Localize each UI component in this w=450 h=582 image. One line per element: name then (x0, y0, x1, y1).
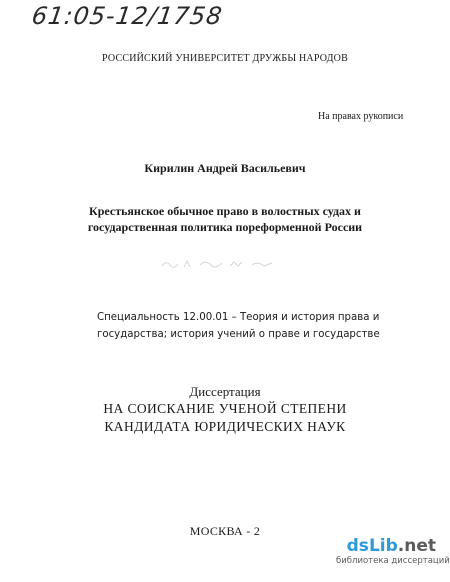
title-line: государственная политика пореформенной России (87, 220, 363, 234)
dslib-tagline: библиотека диссертаций (336, 556, 450, 566)
degree-statement (0, 400, 450, 436)
dslib-watermark[interactable] (336, 536, 450, 566)
logo-part-lib: Lib (368, 536, 398, 556)
logo-part-net: .net (397, 536, 436, 556)
dissertation-label: Диссертация (189, 384, 261, 399)
author-name: Кирилин Андрей Васильевич (144, 161, 306, 175)
title-line: Крестьянское обычное право в волостных судах и (89, 204, 361, 218)
university-name: РОССИЙСКИЙ УНИВЕРСИТЕТ ДРУЖБЫ НАРОДОВ (102, 53, 348, 64)
degree-line: НА СОИСКАНИЕ УЧЕНОЙ СТЕПЕНИ (103, 401, 347, 416)
dissertation-title (0, 203, 450, 235)
dslib-logo (336, 537, 436, 555)
specialty-line: Специальность 12.00.01 – Теория и история права и (97, 312, 380, 323)
archive-stamp: 61:05-12/1758 (30, 2, 225, 30)
manuscript-note: На правах рукописи (318, 111, 404, 122)
city-year: МОСКВА - 2 (189, 524, 261, 538)
faint-signature-mark (160, 257, 278, 271)
specialty-text (97, 309, 380, 343)
degree-line: КАНДИДАТА ЮРИДИЧЕСКИХ НАУК (104, 419, 346, 434)
specialty-line: государства; история учений о праве и государстве (97, 329, 380, 340)
logo-part-ds: ds (346, 536, 369, 556)
